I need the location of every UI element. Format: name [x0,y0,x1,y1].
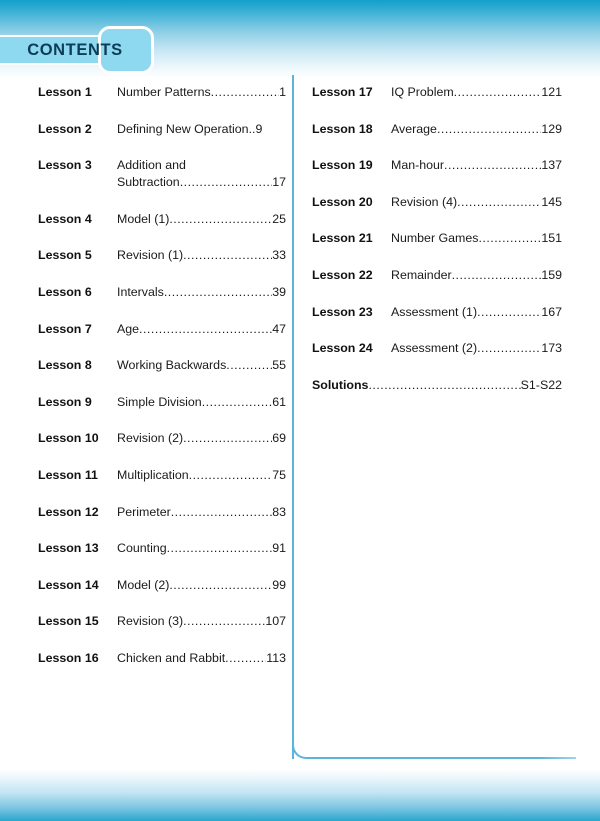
toc-entry-label: Lesson 3 [38,158,92,173]
toc-entry-page: 99 [272,577,286,592]
toc-entry-title: Defining New Operation [117,121,249,136]
toc-entry-page: 83 [272,504,286,519]
toc-entry-title: Revision (3) [117,614,184,629]
toc-entry-page: 47 [272,321,286,336]
leader-dots [444,157,541,174]
toc-entry-page: 69 [272,431,286,446]
toc-entry[interactable] [38,577,286,594]
toc-entry-body [117,284,286,301]
toc-entry-label: Lesson 16 [38,650,99,665]
leader-dots: .. [248,121,256,136]
toc-entry-title: Addition and [117,158,186,173]
toc-entry[interactable] [38,357,286,374]
toc-entry[interactable] [312,267,562,284]
leader-dots [477,304,541,321]
toc-entry-body [391,267,562,284]
toc-entry[interactable] [38,504,286,521]
leader-dots [164,284,272,301]
toc-entry-body [117,577,286,594]
toc-entry-title: Number Games [391,231,479,246]
toc-entry-page: 17 [272,175,286,190]
toc-entry-title: IQ Problem [391,85,454,99]
leader-dots [454,84,542,101]
toc-entry-body [117,430,286,447]
leader-dots [225,650,266,667]
toc-entry[interactable] [38,321,286,338]
toc-entry[interactable] [312,304,562,321]
toc-entry-page: 145 [541,194,562,209]
toc-entry-title: Model (1) [117,211,170,226]
toc-entry-label: Lesson 17 [312,85,373,99]
toc-entry[interactable] [38,650,286,667]
leader-dots [457,194,541,211]
toc-entry-label: Lesson 12 [38,504,99,519]
contents-banner [0,26,170,74]
leader-dots [169,211,272,228]
toc-entry[interactable] [312,230,562,247]
toc-entry-body [391,157,562,174]
toc-entry[interactable] [38,157,286,191]
toc-entry-body [117,321,286,338]
toc-entry-body [117,467,286,484]
toc-entry-page: 61 [272,394,286,409]
toc-entry[interactable] [38,613,286,630]
frame-bottom-line [316,757,576,759]
toc-entry-title: Simple Division [117,394,202,409]
toc-entry-label: Lesson 21 [312,231,373,246]
leader-dots [368,377,520,394]
toc-entry-page: 9 [255,121,263,136]
toc-entry[interactable] [38,430,286,447]
toc-entry-label: Lesson 23 [312,304,373,319]
toc-entry-body [391,121,562,138]
toc-entry-body [117,121,286,138]
toc-entry-label: Lesson 19 [312,158,373,173]
toc-entry-title: Intervals [117,284,164,299]
toc-entry-page: 151 [541,231,562,246]
toc-entry[interactable] [312,84,562,101]
toc-entry-label: Lesson 9 [38,394,92,409]
toc-entry-page: 55 [272,358,286,373]
toc-entry[interactable] [312,340,562,357]
toc-entry-title: Remainder [391,267,452,282]
toc-entry-label: Lesson 7 [38,321,92,336]
toc-entry-body [117,157,286,191]
toc-entry-title: Chicken and Rabbit [117,650,226,665]
toc-entry[interactable] [312,121,562,138]
toc-entry-page: 33 [272,248,286,263]
toc-entry[interactable] [312,157,562,174]
toc-entry-body [117,613,286,630]
frame-corner-line [292,735,318,759]
toc-entry-body [117,211,286,228]
toc-entry-body [391,84,562,101]
toc-entry-title: Number Patterns [117,85,211,99]
toc-entry-body [117,357,286,374]
toc-entry-label: Lesson 24 [312,341,373,356]
toc-entry-body [391,230,562,247]
leader-dots [183,247,272,264]
leader-dots [211,84,279,101]
toc-entry-body [391,340,562,357]
toc-entry-title: Revision (1) [117,248,184,263]
toc-entry-title: Age [117,321,140,336]
leader-dots [183,430,272,447]
leader-dots [452,267,542,284]
toc-entry-body [117,504,286,521]
toc-entry-title: Revision (4) [391,194,458,209]
toc-entry-title: Average [391,121,437,136]
toc-entry-label: Lesson 6 [38,284,92,299]
toc-entry-body [117,540,286,557]
leader-dots [180,174,273,191]
toc-entry-body [391,304,562,321]
toc-entry-body [117,650,286,667]
toc-entry-page: 75 [272,467,286,482]
leader-dots [183,613,265,630]
toc-entry-title: Assessment (1) [391,304,478,319]
toc-entry-body [312,377,562,394]
leader-dots [189,467,273,484]
toc-entry-label: Lesson 2 [38,121,92,136]
toc-entry-title: Man-hour [391,158,445,173]
toc-entry[interactable] [38,84,286,101]
toc-entry-label: Lesson 10 [38,431,99,446]
toc-entry-page: 25 [272,211,286,226]
toc-entry[interactable] [38,467,286,484]
toc-entry-page: 173 [541,341,562,356]
toc-entry-title: Counting [117,541,167,556]
column-divider-line [292,75,294,759]
toc-entry-page: 129 [541,121,562,136]
toc-entry[interactable] [38,121,286,138]
toc-entry-label: Lesson 14 [38,577,99,592]
leader-dots [167,540,273,557]
toc-entry-page: 107 [265,614,286,629]
bottom-gradient-band [0,769,600,821]
leader-dots [202,394,273,411]
toc-entry-label: Lesson 5 [38,248,92,263]
toc-entry-label: Lesson 11 [38,467,98,482]
toc-entry-title: Multiplication [117,467,189,482]
toc-entry-label: Lesson 1 [38,85,92,99]
toc-entry-body [117,394,286,411]
leader-dots [169,577,272,594]
toc-entry-body [391,194,562,211]
toc-entry[interactable] [312,194,562,211]
toc-entry-label: Lesson 22 [312,267,373,282]
toc-entry-page: 39 [272,284,286,299]
page-title: CONTENTS [27,41,123,59]
toc-entry-title-line2: Subtraction [117,175,180,190]
toc-entry-label: Lesson 15 [38,614,99,629]
leader-dots [477,340,541,357]
toc-entry-page: 137 [541,158,562,173]
leader-dots [437,121,541,138]
toc-entry-page: 91 [272,541,286,556]
toc-entry-page: 113 [266,650,286,665]
leader-dots [478,230,541,247]
toc-column-right [312,84,562,413]
toc-entry-solutions[interactable] [312,377,562,394]
toc-entry-label: Lesson 4 [38,211,92,226]
toc-entry-title: Assessment (2) [391,341,478,356]
toc-entry-page: S1-S22 [520,377,562,392]
toc-entry-title: Model (2) [117,577,170,592]
toc-entry-title: Working Backwards [117,358,227,373]
toc-entry-title: Perimeter [117,504,171,519]
toc-entry-body [117,247,286,264]
toc-entry-label: Lesson 18 [312,121,373,136]
toc-entry-page: 121 [541,85,562,99]
leader-dots [139,321,272,338]
toc-entry-label: Lesson 8 [38,358,92,373]
toc-entry[interactable] [38,247,286,264]
toc-entry-label: Lesson 20 [312,194,373,209]
toc-entry-label: Solutions [312,377,369,392]
leader-dots [226,357,272,374]
toc-entry-label: Lesson 13 [38,541,99,556]
toc-entry[interactable] [38,540,286,557]
toc-entry[interactable] [38,211,286,228]
toc-entry-body [117,84,286,101]
leader-dots [171,504,272,521]
toc-entry-page: 159 [541,267,562,282]
toc-entry-page: 1 [279,85,286,99]
toc-entry-page: 167 [541,304,562,319]
toc-entry-title: Revision (2) [117,431,184,446]
toc-entry[interactable] [38,284,286,301]
toc-entry[interactable] [38,394,286,411]
toc-column-left [38,84,286,687]
